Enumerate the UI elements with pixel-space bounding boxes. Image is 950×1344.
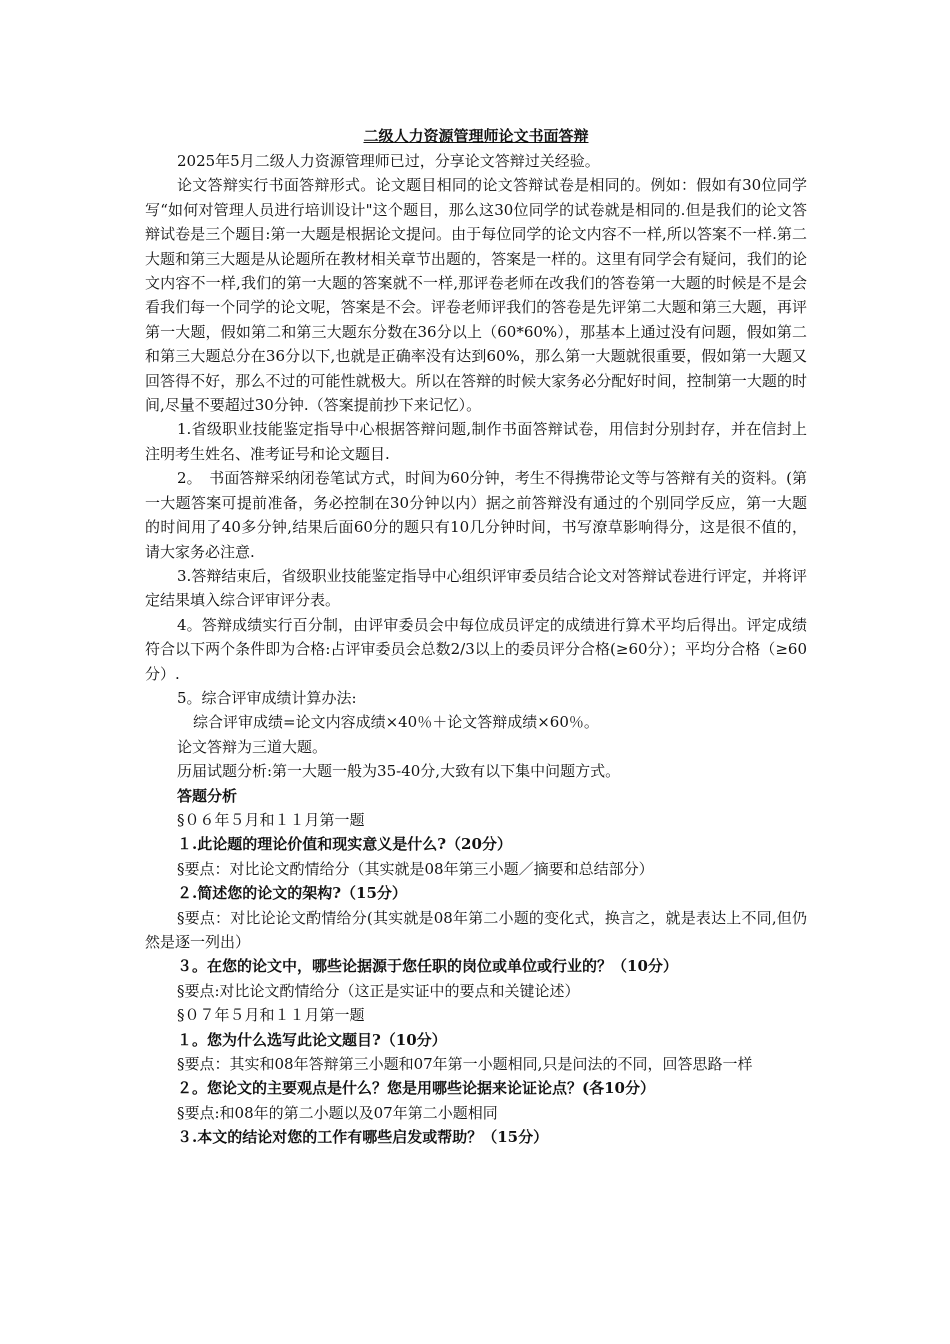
document-page: [145, 123, 807, 1150]
answer-06-3: §要点:对比论文酌情给分（这正是实证中的要点和关键论述）: [177, 981, 580, 1000]
answer-06-1: §要点：对比论文酌情给分（其实就是08年第三小题／摘要和总结部分）: [177, 859, 654, 878]
past-exam-analysis-paragraph: 历届试题分析:第一大题一般为35-40分,大致有以下集中问题方式。: [177, 762, 621, 781]
question-06-2: ２.简述您的论文的架构?（15分）: [177, 884, 407, 903]
document-title: 二级人力资源管理师论文书面答辩: [363, 127, 589, 145]
question-07-2: ２。您论文的主要观点是什么？您是用哪些论据来论证论点？(各10分）: [177, 1079, 655, 1098]
question-07-3: ３.本文的结论对您的工作有哪些启发或帮助？（15分）: [177, 1128, 549, 1147]
rule-5-paragraph: 5。综合评审成绩计算办法:: [177, 688, 357, 707]
answer-06-2: §要点：对比论论文酌情给分(其实就是08年第二小题的变化式，换言之，就是表达上不同,但仍然是逐一列出）: [145, 908, 807, 951]
rule-2-paragraph: 2。 书面答辩采纳闭卷笔试方式，时间为60分钟，考生不得携带论文等与答辩有关的资料。(第一大题答案可提前准备，务必控制在30分钟以内）据之前答辩没有通过的个别同学反应，第一大题的时间用了40多分钟,结果后面60分的题只有10几分钟时间，书写潦草影响得分，这是很不值的，请大家务必注意.: [145, 469, 807, 561]
intro-paragraph: 2025年5月二级人力资源管理师已过，分享论文答辩过关经验。: [177, 152, 600, 170]
defense-format-paragraph: 论文答辩实行书面答辩形式。论文题目相同的论文答辩试卷是相同的。例如：假如有30位同学写“如何对管理人员进行培训设计"这个题目，那么这30位同学的试卷就是相同的.但是我们的论文答辩试卷是三个题目:第一大题是根据论文提问。由于每位同学的论文内容不一样,所以答案不一样.第二大题和第三大题是从论题所在教材相关章节出题的，答案是一样的。这里有同学会有疑问，我们的论文内容不一样,我们的第一大题的答案就不一样,那评卷老师在改我们的答卷第一大题的时候是不是会看我们每一个同学的论文呢，答案是不会。评卷老师评我们的答卷是先评第二大题和第三大题，再评第一大题，假如第二和第三大题东分数在36分以上（60*60%），那基本上通过没有问题，假如第二和第三大题总分在36分以下,也就是正确率没有达到60%，那么第一大题就很重要，假如第一大题又回答得不好，那么不过的可能性就极大。所以在答辩的时候大家务必分配好时间，控制第一大题的时间,尽量不要超过30分钟.（答案提前抄下来记忆）。: [145, 176, 807, 415]
question-07-1: １。您为什么选写此论文题目?（10分）: [177, 1030, 447, 1049]
three-questions-paragraph: 论文答辩为三道大题。: [177, 737, 328, 756]
rule-4-paragraph: 4。答辩成绩实行百分制，由评审委员会中每位成员评定的成绩进行算术平均后得出。评定成绩符合以下两个条件即为合格:占评审委员会总数2/3以上的委员评分合格(≥60分）；平均分合格（≥60分）.: [145, 615, 807, 683]
question-06-1: １.此论题的理论价值和现实意义是什么?（20分）: [177, 835, 512, 854]
answer-07-2: §要点:和08年的第二小题以及07年第二小题相同: [177, 1103, 498, 1122]
rule-1-paragraph: 1.省级职业技能鉴定指导中心根据答辩问题,制作书面答辩试卷，用信封分别封存，并在信封上注明考生姓名、准考证号和论文题目.: [145, 420, 807, 463]
answer-analysis-heading: 答题分析: [177, 786, 238, 805]
score-formula-paragraph: 综合评审成绩=论文内容成绩×40％＋论文答辩成绩×60％。: [193, 713, 599, 732]
section-06-heading: §０６年５月和１１月第一题: [177, 810, 365, 829]
section-07-heading: §０７年５月和１１月第一题: [177, 1006, 365, 1025]
answer-07-1: §要点：其实和08年答辩第三小题和07年第一小题相同,只是问法的不同，回答思路一样: [177, 1055, 753, 1074]
rule-3-paragraph: 3.答辩结束后，省级职业技能鉴定指导中心组织评审委员结合论文对答辩试卷进行评定，并将评定结果填入综合评审评分表。: [145, 566, 807, 610]
question-06-3: ３。在您的论文中，哪些论据源于您任职的岗位或单位或行业的？（10分）: [177, 957, 678, 976]
